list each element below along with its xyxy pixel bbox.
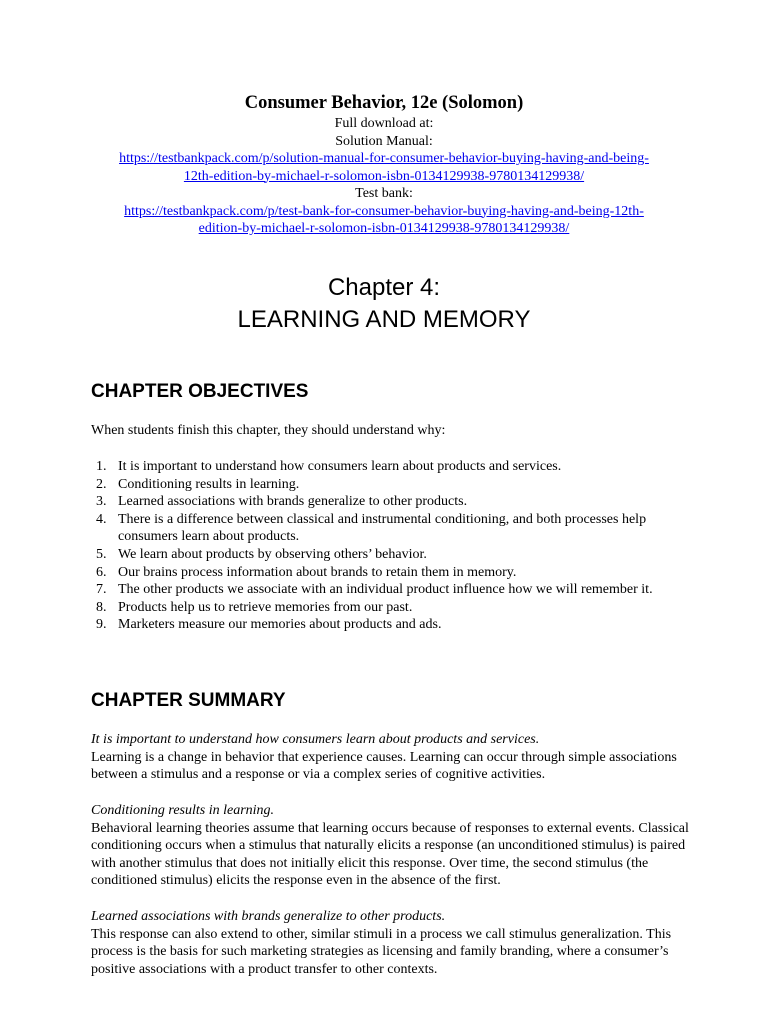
list-item (91, 581, 691, 599)
solution-manual-link-line1[interactable]: https://testbankpack.com/p/solution-manual-for-consumer-behavior-buying-having-and-being- (119, 151, 649, 166)
list-item-text: The other products we associate with an individual product influence how we will remember it. (118, 582, 653, 598)
solution-manual-link[interactable] (80, 150, 688, 185)
list-item (91, 476, 691, 494)
chapter-title: LEARNING AND MEMORY (237, 306, 531, 333)
summary-section-2 (91, 802, 699, 890)
objectives-intro: When students finish this chapter, they should understand why: (91, 423, 446, 438)
objectives-list (91, 458, 691, 634)
list-item-number: 6. (96, 564, 107, 580)
chapter-heading (80, 272, 688, 336)
solution-manual-link-line2[interactable]: 12th-edition-by-michael-r-solomon-isbn-0134129938-9780134129938/ (183, 168, 585, 184)
list-item (91, 493, 691, 511)
list-item-number: 2. (96, 476, 107, 492)
chapter-number: Chapter 4: (327, 274, 441, 301)
summary-section-1 (91, 731, 699, 784)
summary-body: This response can also extend to other, similar stimuli in a process we call stimulus generalization. This process is the basis for such marketing strategies as licensing and family branding, where a consumer’s positive associations with a product transfer to other contexts. (91, 926, 672, 977)
list-item (91, 564, 691, 582)
summary-body: Learning is a change in behavior that experience causes. Learning can occur through simple associations between a stimulus and a response or via a complex series of cognitive activities. (91, 749, 677, 783)
summary-section-3 (91, 908, 699, 978)
full-download-text: Full download at: (334, 116, 434, 131)
list-item-text: Products help us to retrieve memories from our past. (118, 599, 413, 615)
list-item-number: 4. (96, 511, 107, 527)
list-item (91, 546, 691, 564)
summary-heading: CHAPTER SUMMARY (91, 690, 286, 711)
list-item-text: It is important to understand how consumers learn about products and services. (118, 459, 562, 474)
solution-manual-label: Solution Manual: (335, 133, 433, 149)
summary-lead: It is important to understand how consumers learn about products and services. (91, 732, 540, 747)
list-item-text: There is a difference between classical and instrumental conditioning, and both processes help consumers learn about products. (118, 511, 647, 545)
summary-lead: Learned associations with brands generalize to other products. (91, 909, 446, 924)
book-title: Consumer Behavior, 12e (Solomon) (244, 93, 524, 113)
test-bank-link-line2[interactable]: edition-by-michael-r-solomon-isbn-0134129938-9780134129938/ (198, 221, 570, 236)
test-bank-label: Test bank: (355, 186, 413, 201)
list-item (91, 599, 691, 617)
header-block (80, 92, 688, 238)
summary-body: Behavioral learning theories assume that learning occurs because of responses to external events. Classical conditioning occurs when a stimulus that naturally elicits a response (an unconditioned stimulus) is paired with another stimulus that does not initially elicit this response. Over time, the second stimulus (the conditioned stimulus) elicits the response even in the absence of the first. (91, 820, 689, 889)
list-item-number: 1. (96, 459, 107, 474)
summary-lead: Conditioning results in learning. (91, 803, 275, 818)
list-item (91, 458, 691, 476)
list-item-number: 3. (96, 494, 107, 510)
list-item (91, 511, 691, 546)
test-bank-link[interactable] (80, 203, 688, 238)
list-item-number: 9. (96, 617, 107, 633)
list-item-number: 8. (96, 599, 107, 615)
list-item-text: Marketers measure our memories about products and ads. (118, 617, 442, 633)
list-item-text: We learn about products by observing others’ behavior. (118, 546, 427, 562)
list-item-number: 7. (96, 582, 107, 598)
test-bank-link-line1[interactable]: https://testbankpack.com/p/test-bank-for-consumer-behavior-buying-having-and-being-12th- (124, 203, 644, 219)
list-item-text: Learned associations with brands generalize to other products. (118, 494, 468, 510)
list-item (91, 616, 691, 634)
list-item-number: 5. (96, 546, 107, 562)
objectives-heading: CHAPTER OBJECTIVES (91, 381, 309, 402)
list-item-text: Conditioning results in learning. (118, 476, 300, 492)
list-item-text: Our brains process information about brands to retain them in memory. (118, 564, 517, 580)
